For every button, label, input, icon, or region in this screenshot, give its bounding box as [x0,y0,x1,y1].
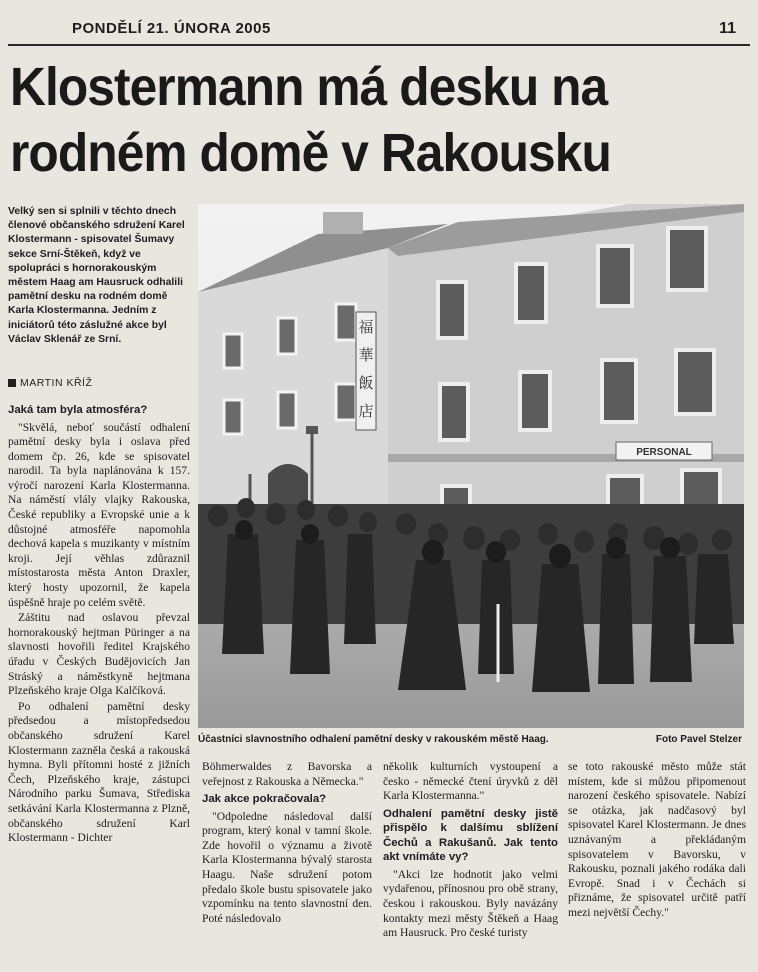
shop-sign-text: PERSONAL [636,447,692,458]
lead-paragraph: Velký sen si splnili v těchto dnech členové občanského sdružení Karel Klostermann - spisovatel Šumavy sekce Srní-Štěkeň, když ve spolupráci s hornorakouským městem Haag am Hausruck odhalili pamětní desku na rodném domě Karla Klostermanna. Jedním z iniciátorů této záslužné akce byl Václav Sklenář ze Srní. [8,206,185,345]
caption-text: Účastníci slavnostního odhalení pamětní desky v rakouském městě Haag. [198,734,549,745]
column-4 [568,760,746,922]
paragraph: Záštitu nad oslavou převzal hornorakouský hejtman Püringer a na slavnosti hovořili ředitel Krajského úřadu v Českých Budějovicích Jan Stráský a náměstkyně hejtmana Plzeňského kraje Olga Kalčíková. [8,611,190,698]
column-1 [8,400,190,847]
question-heading: Odhalení pamětní desky jistě přispělo k dalšímu sblížení Čechů a Rakušanů. Jak tento akt vnímáte vy? [383,807,558,864]
chinese-sign-char: 華 [358,346,374,364]
issue-date: PONDĚLÍ 21. ÚNORA 2005 [72,20,271,37]
headline-line-1: Klostermann má desku na [10,57,608,117]
photo-credit: Foto Pavel Stelzer [655,734,742,745]
chinese-sign-char: 福 [358,318,374,336]
question-heading: Jak akce pokračovala? [202,793,327,806]
byline-square-icon [8,379,16,387]
chinese-sign-char: 飯 [358,374,374,392]
paragraph: Po odhalení pamětní desky předsedou a místopředsedou občanského sdružení Karel Klostermann zazněla česká a rakouská hymna. Byli přítomni hosté z jižních Čech, Plzeňského kraje, zástupci Národního parku Šumava, Střediska setkávání Karla Klostermanna z Plzně, občanského sdružení Karl Klostermann - Dichter [8,699,190,845]
paragraph: se toto rakouské město může stát místem, kde si můžou připomenout narození českého spisovatele. Nabízí se otázka, jak nadčasový byl spisovatel Karel Klostermann. Je dnes uznávaným a překládaným spisovatelem v Bavorsku, v Rakousku, poznali jakého rodáka dali Evropě. Snad i v Čechách si přiznáme, že spisovatel určitě patří mezi největší Čechy." [568,760,746,919]
news-photo [198,204,744,728]
headline-line-2: rodném domě v Rakousku [10,123,611,183]
paragraph: "Odpoledne následoval další program, který konal v tamní škole. Zde hovořil o významu a životě Karla Klostermanna bývalý starosta Haagu. Naše sdružení potom předalo škole bustu spisovatele jako vzpomínku na tento slavnostní den. Poté následovalo [202,809,372,925]
paragraph: "Skvělá, neboť součástí odhalení pamětní desky byla i oslava před domem čp. 26, kde se spisovatel narodil. Ta byla naplánována k 157. výročí narození Karla Klostermanna. Na náměstí vlály vlajky Rakouska, České republiky a Evropské unie a k důstojné atmosféře napomohla dechová kapela s muzikanty v místním kroji. Její věhlas zdůraznil místostarosta města Anton Draxler, který hosty upozornil, že kapela úspěšně hraje po celém světě. [8,420,190,609]
author-name: MARTIN KŘÍŽ [20,377,93,389]
byline [8,377,92,389]
paragraph: několik kulturních vystoupení a česko - německé čtení úryvků z děl Karla Klostermanna." [383,760,558,803]
question-heading: Jaká tam byla atmosféra? [8,404,148,416]
chinese-sign-char: 店 [358,402,374,420]
paragraph: Böhmerwaldes z Bavorska a veřejnost z Rakouska a Německa." [202,760,372,788]
column-3 [383,760,558,942]
paragraph: "Akci lze hodnotit jako velmi vydařenou, přínosnou pro obě strany, českou i rakouskou. Byly navázány kontakty mezi městy Štěkeň a Haag am Hausruck. Pro české turisty [383,867,558,940]
headline [10,54,691,186]
town-square-photo [198,204,744,728]
column-2 [202,760,372,927]
photo-caption [198,734,744,745]
page-number: 11 [719,20,736,37]
header-rule [8,44,750,46]
